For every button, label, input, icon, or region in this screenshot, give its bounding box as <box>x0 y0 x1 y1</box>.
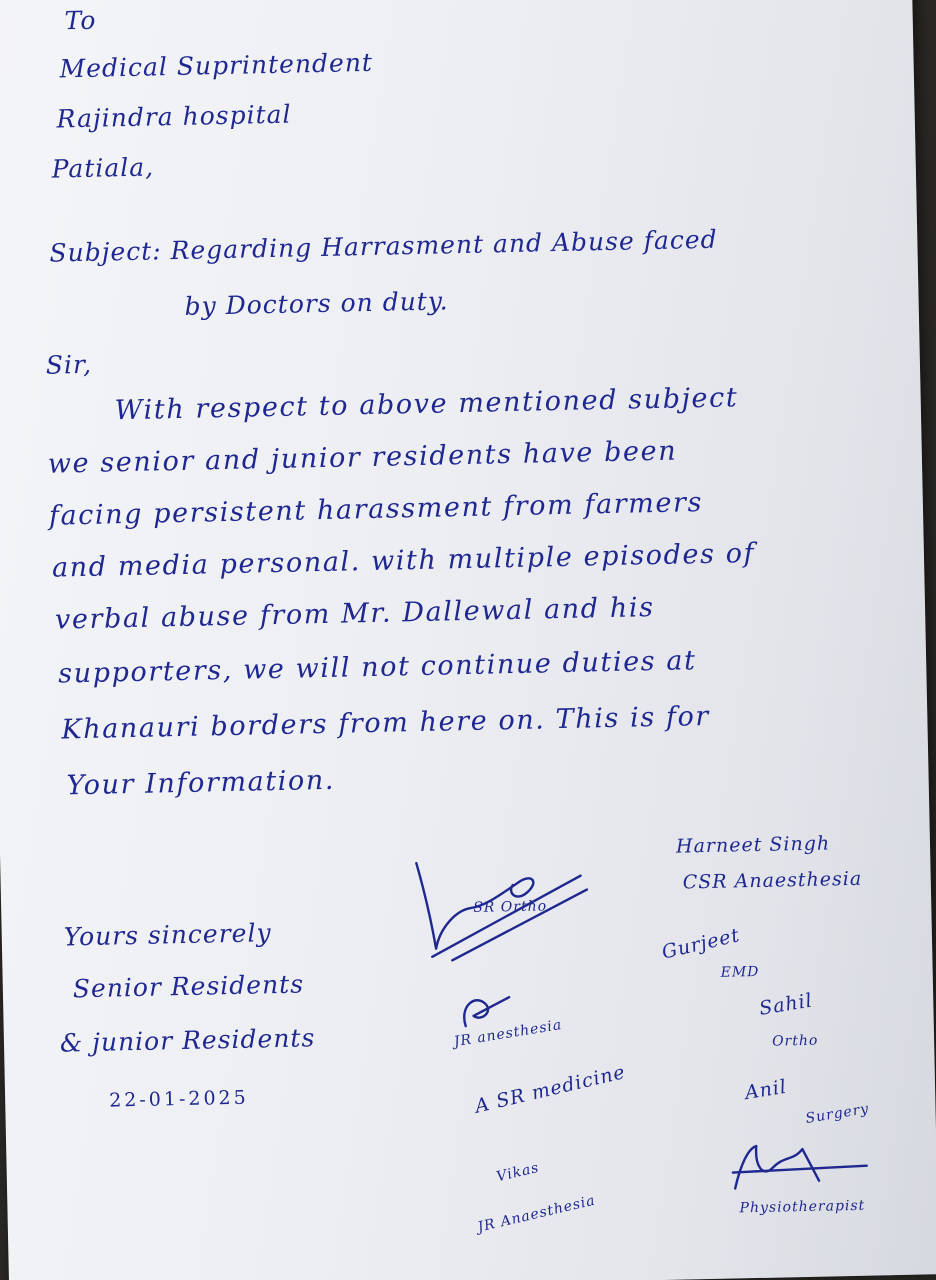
salutation: Sir, <box>45 349 93 380</box>
anil-dept: Surgery <box>804 1100 871 1127</box>
hospital-name: Rajindra hospital <box>56 99 292 134</box>
body-line-7: Khanauri borders from here on. This is for <box>61 700 711 746</box>
body-line-6: supporters, we will not continue duties at <box>57 645 697 690</box>
to-line: To <box>64 5 97 36</box>
subject-line-1: Subject: Regarding Harrasment and Abuse faced <box>49 224 718 268</box>
body-line-3: facing persistent harassment from farmers <box>48 487 704 532</box>
gurjeet-sig: Gurjeet <box>659 924 743 964</box>
signature-physio-mark <box>726 1136 877 1199</box>
body-line-8: Your Information. <box>66 764 336 802</box>
gurjeet-dept: EMD <box>720 963 760 981</box>
sahil-sig: Sahil <box>757 989 815 1020</box>
jr-anaesthesia-2-label: JR Anaesthesia <box>476 1192 598 1236</box>
city-name: Patiala, <box>51 152 155 184</box>
physio-label: Physiotherapist <box>739 1197 866 1217</box>
body-line-4: and media personal. with multiple episodes of <box>51 537 756 584</box>
from-line-1: Senior Residents <box>72 969 305 1004</box>
body-line-1: With respect to above mentioned subject <box>114 382 739 427</box>
jr-anesthesia-label: JR anesthesia <box>452 1016 564 1051</box>
from-line-2: & junior Residents <box>59 1023 316 1058</box>
harneet-name: Harneet Singh <box>675 832 831 858</box>
vikas-sig: Vikas <box>495 1159 541 1186</box>
sig1-dept: SR Ortho <box>473 898 548 916</box>
body-line-2: we senior and junior residents have been <box>47 435 678 480</box>
body-line-5: verbal abuse from Mr. Dallewal and his <box>54 592 655 636</box>
letter-date: 22-01-2025 <box>108 1086 249 1112</box>
sahil-dept: Ortho <box>771 1032 819 1050</box>
harneet-dept: CSR Anaesthesia <box>682 867 863 894</box>
subject-line-2: by Doctors on duty. <box>184 286 449 321</box>
sr-medicine-sig: A SR medicine <box>472 1061 628 1118</box>
closing: Yours sincerely <box>63 918 272 952</box>
anil-sig: Anil <box>743 1075 789 1105</box>
recipient-title: Medical Suprintendent <box>59 47 374 84</box>
